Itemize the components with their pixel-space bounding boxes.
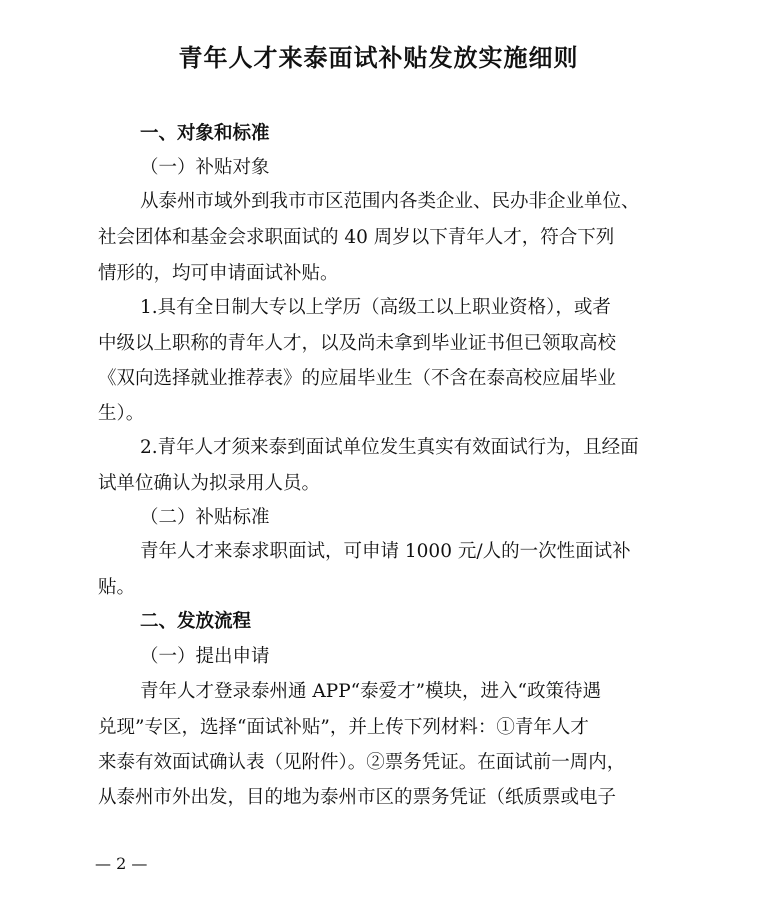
- subsection-heading: （一）提出申请: [140, 646, 270, 667]
- paragraph-line: 从泰州市外出发，目的地为泰州市区的票务凭证（纸质票或电子: [98, 787, 617, 808]
- document-title: 青年人才来泰面试补贴发放实施细则: [178, 44, 579, 72]
- paragraph-line: 生）。: [98, 403, 145, 424]
- paragraph-line: 青年人才登录泰州通 APP“泰爱才”模块，进入“政策待遇: [140, 681, 602, 702]
- paragraph-line: 试单位确认为拟录用人员。: [98, 473, 321, 494]
- paragraph-line: 1.具有全日制大专以上学历（高级工以上职业资格），或者: [140, 297, 611, 318]
- paragraph-line: 2.青年人才须来泰到面试单位发生真实有效面试行为，且经面: [140, 437, 639, 458]
- paragraph-line: 情形的，均可申请面试补贴。: [98, 263, 339, 284]
- paragraph-line: 从泰州市域外到我市市区范围内各类企业、民办非企业单位、: [140, 191, 640, 212]
- section-heading-1: 一、对象和标准: [140, 123, 270, 144]
- paragraph-line: 兑现”专区，选择“面试补贴”，并上传下列材料：①青年人才: [98, 717, 589, 738]
- paragraph-line: 贴。: [98, 577, 136, 598]
- subsection-heading: （二）补贴标准: [140, 507, 270, 528]
- section-heading-2: 二、发放流程: [140, 611, 252, 632]
- paragraph-line: 来泰有效面试确认表（见附件）。②票务凭证。在面试前一周内，: [98, 752, 626, 773]
- paragraph-line: 社会团体和基金会求职面试的 40 周岁以下青年人才，符合下列: [98, 227, 615, 248]
- page-number: — 2 —: [95, 854, 148, 873]
- paragraph-line: 《双向选择就业推荐表》的应届毕业生（不含在泰高校应届毕业: [98, 368, 617, 389]
- paragraph-line: 中级以上职称的青年人才，以及尚未拿到毕业证书但已领取高校: [98, 333, 617, 354]
- subsection-heading: （一）补贴对象: [140, 157, 270, 178]
- paragraph-line: 青年人才来泰求职面试，可申请 1000 元/人的一次性面试补: [140, 541, 631, 562]
